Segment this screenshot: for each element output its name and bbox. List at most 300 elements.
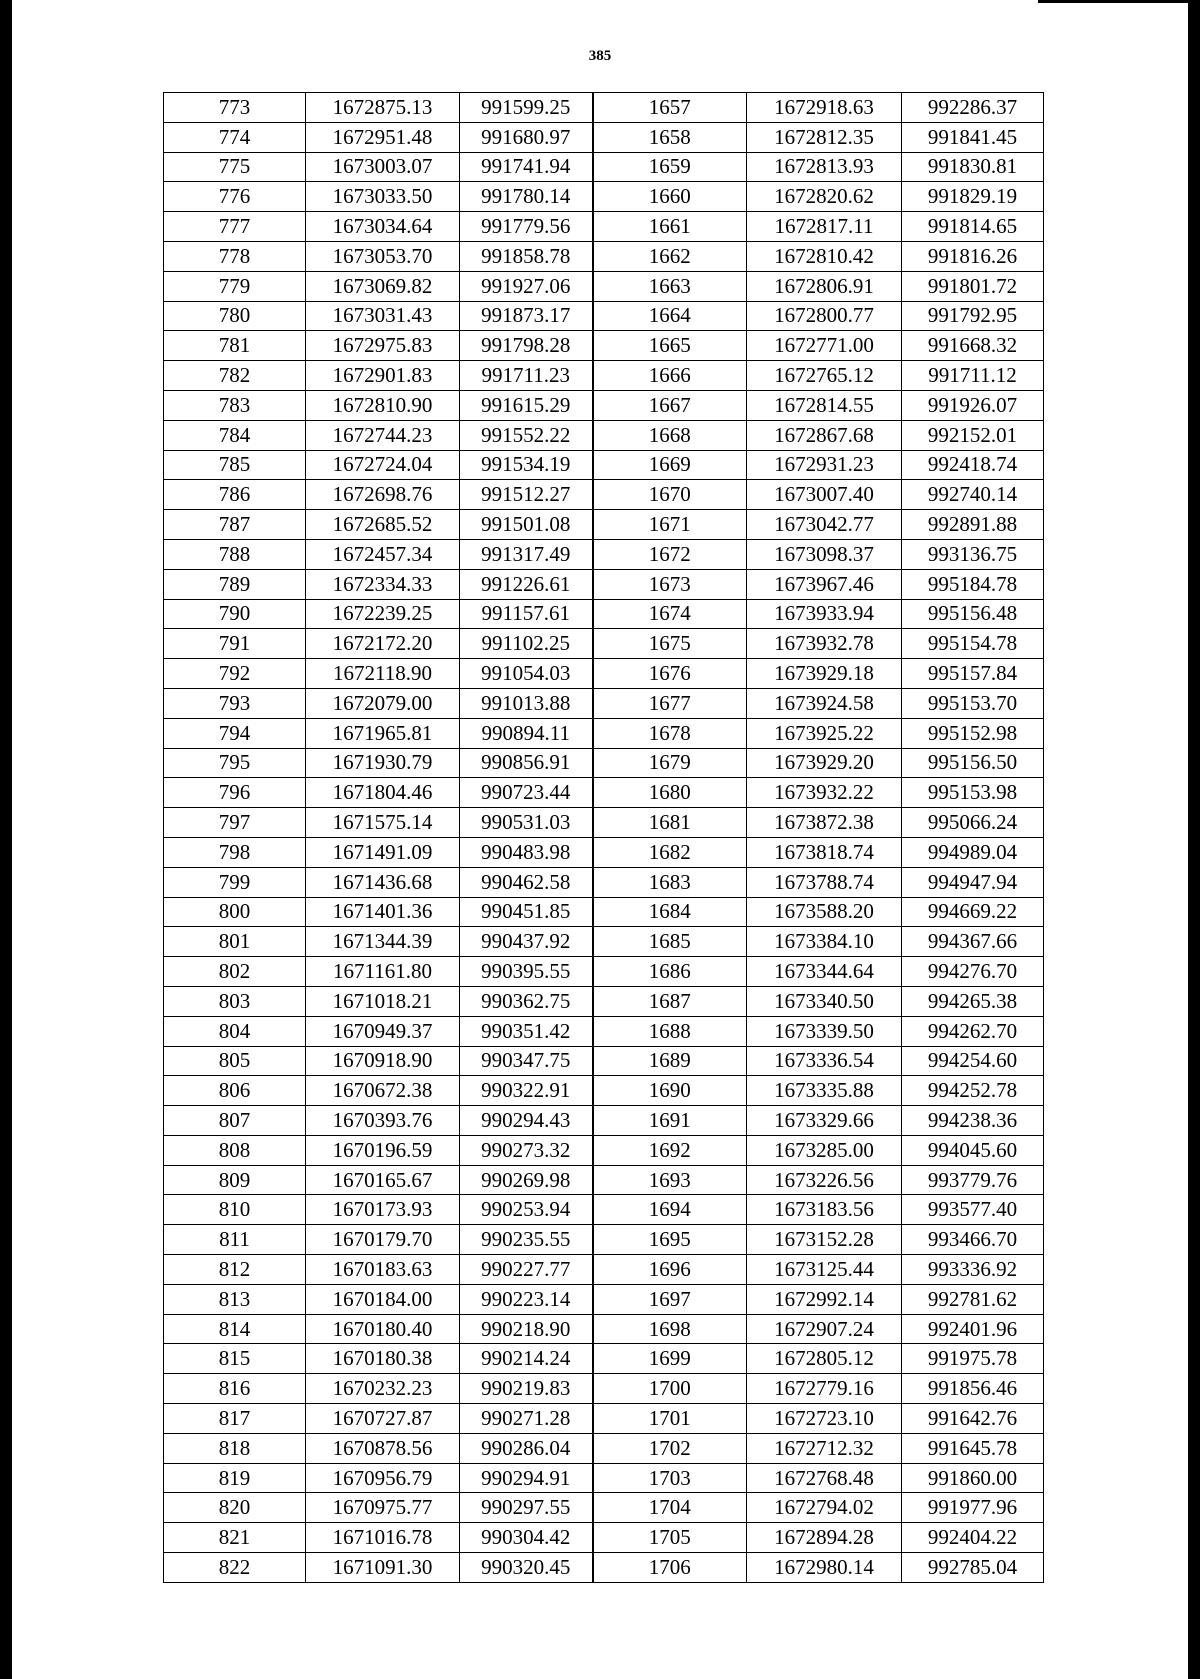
y-coordinate-cell: 991226.61: [460, 569, 593, 599]
point-id-cell: 1701: [593, 1404, 747, 1434]
point-id-cell: 816: [164, 1374, 306, 1404]
point-id-cell: 779: [164, 271, 306, 301]
table-row: [164, 927, 1044, 957]
point-id-cell: 783: [164, 390, 306, 420]
y-coordinate-cell: 991975.78: [902, 1344, 1044, 1374]
x-coordinate-cell: 1672724.04: [306, 450, 460, 480]
y-coordinate-cell: 990273.32: [460, 1135, 593, 1165]
y-coordinate-cell: 990214.24: [460, 1344, 593, 1374]
y-coordinate-cell: 990294.43: [460, 1106, 593, 1136]
y-coordinate-cell: 991317.49: [460, 539, 593, 569]
point-id-cell: 797: [164, 808, 306, 838]
x-coordinate-cell: 1671804.46: [306, 778, 460, 808]
y-coordinate-cell: 991102.25: [460, 629, 593, 659]
x-coordinate-cell: 1672951.48: [306, 122, 460, 152]
x-coordinate-cell: 1673335.88: [747, 1076, 902, 1106]
x-coordinate-cell: 1671965.81: [306, 718, 460, 748]
point-id-cell: 807: [164, 1106, 306, 1136]
x-coordinate-cell: 1672901.83: [306, 361, 460, 391]
y-coordinate-cell: 991615.29: [460, 390, 593, 420]
x-coordinate-cell: 1671575.14: [306, 808, 460, 838]
y-coordinate-cell: 992152.01: [902, 420, 1044, 450]
y-coordinate-cell: 991830.81: [902, 152, 1044, 182]
y-coordinate-cell: 994265.38: [902, 986, 1044, 1016]
point-id-cell: 1678: [593, 718, 747, 748]
table-row: [164, 450, 1044, 480]
point-id-cell: 1661: [593, 212, 747, 242]
y-coordinate-cell: 994254.60: [902, 1046, 1044, 1076]
x-coordinate-cell: 1672794.02: [747, 1493, 902, 1523]
point-id-cell: 1698: [593, 1314, 747, 1344]
x-coordinate-cell: 1672768.48: [747, 1463, 902, 1493]
table-row: [164, 182, 1044, 212]
x-coordinate-cell: 1670232.23: [306, 1374, 460, 1404]
x-coordinate-cell: 1673042.77: [747, 510, 902, 540]
x-coordinate-cell: 1671436.68: [306, 867, 460, 897]
x-coordinate-cell: 1672918.63: [747, 93, 902, 123]
y-coordinate-cell: 990856.91: [460, 748, 593, 778]
x-coordinate-cell: 1673053.70: [306, 241, 460, 271]
point-id-cell: 774: [164, 122, 306, 152]
point-id-cell: 1692: [593, 1135, 747, 1165]
table-row: [164, 1255, 1044, 1285]
x-coordinate-cell: 1673034.64: [306, 212, 460, 242]
y-coordinate-cell: 992785.04: [902, 1553, 1044, 1583]
point-id-cell: 801: [164, 927, 306, 957]
point-id-cell: 1703: [593, 1463, 747, 1493]
y-coordinate-cell: 990227.77: [460, 1255, 593, 1285]
point-id-cell: 1663: [593, 271, 747, 301]
x-coordinate-cell: 1671091.30: [306, 1553, 460, 1583]
table-row: [164, 510, 1044, 540]
table-row: [164, 480, 1044, 510]
x-coordinate-cell: 1672810.90: [306, 390, 460, 420]
table-row: [164, 897, 1044, 927]
y-coordinate-cell: 992286.37: [902, 93, 1044, 123]
x-coordinate-cell: 1670183.63: [306, 1255, 460, 1285]
table-row: [164, 1493, 1044, 1523]
y-coordinate-cell: 991798.28: [460, 331, 593, 361]
point-id-cell: 792: [164, 659, 306, 689]
point-id-cell: 817: [164, 1404, 306, 1434]
y-coordinate-cell: 991829.19: [902, 182, 1044, 212]
x-coordinate-cell: 1673929.20: [747, 748, 902, 778]
x-coordinate-cell: 1672079.00: [306, 688, 460, 718]
y-coordinate-cell: 990269.98: [460, 1165, 593, 1195]
point-id-cell: 1704: [593, 1493, 747, 1523]
point-id-cell: 1706: [593, 1553, 747, 1583]
y-coordinate-cell: 993779.76: [902, 1165, 1044, 1195]
y-coordinate-cell: 991054.03: [460, 659, 593, 689]
y-coordinate-cell: 994367.66: [902, 927, 1044, 957]
y-coordinate-cell: 990322.91: [460, 1076, 593, 1106]
x-coordinate-cell: 1672698.76: [306, 480, 460, 510]
point-id-cell: 782: [164, 361, 306, 391]
x-coordinate-cell: 1673929.18: [747, 659, 902, 689]
point-id-cell: 819: [164, 1463, 306, 1493]
x-coordinate-cell: 1672172.20: [306, 629, 460, 659]
x-coordinate-cell: 1673588.20: [747, 897, 902, 927]
x-coordinate-cell: 1670165.67: [306, 1165, 460, 1195]
point-id-cell: 1695: [593, 1225, 747, 1255]
point-id-cell: 1675: [593, 629, 747, 659]
point-id-cell: 1670: [593, 480, 747, 510]
x-coordinate-cell: 1672810.42: [747, 241, 902, 271]
y-coordinate-cell: 990437.92: [460, 927, 593, 957]
table-row: [164, 539, 1044, 569]
point-id-cell: 1688: [593, 1016, 747, 1046]
point-id-cell: 1668: [593, 420, 747, 450]
point-id-cell: 803: [164, 986, 306, 1016]
y-coordinate-cell: 991841.45: [902, 122, 1044, 152]
scan-border-right: [1188, 0, 1200, 1679]
y-coordinate-cell: 991501.08: [460, 510, 593, 540]
x-coordinate-cell: 1672820.62: [747, 182, 902, 212]
y-coordinate-cell: 995152.98: [902, 718, 1044, 748]
point-id-cell: 1684: [593, 897, 747, 927]
point-id-cell: 809: [164, 1165, 306, 1195]
table-row: [164, 420, 1044, 450]
x-coordinate-cell: 1673183.56: [747, 1195, 902, 1225]
point-id-cell: 810: [164, 1195, 306, 1225]
point-id-cell: 784: [164, 420, 306, 450]
point-id-cell: 1694: [593, 1195, 747, 1225]
table-row: [164, 1076, 1044, 1106]
y-coordinate-cell: 991858.78: [460, 241, 593, 271]
y-coordinate-cell: 990483.98: [460, 837, 593, 867]
x-coordinate-cell: 1672975.83: [306, 331, 460, 361]
point-id-cell: 786: [164, 480, 306, 510]
x-coordinate-cell: 1673925.22: [747, 718, 902, 748]
y-coordinate-cell: 991816.26: [902, 241, 1044, 271]
point-id-cell: 1686: [593, 957, 747, 987]
x-coordinate-cell: 1673384.10: [747, 927, 902, 957]
y-coordinate-cell: 991013.88: [460, 688, 593, 718]
x-coordinate-cell: 1673872.38: [747, 808, 902, 838]
x-coordinate-cell: 1671161.80: [306, 957, 460, 987]
x-coordinate-cell: 1673340.50: [747, 986, 902, 1016]
y-coordinate-cell: 990219.83: [460, 1374, 593, 1404]
y-coordinate-cell: 990894.11: [460, 718, 593, 748]
x-coordinate-cell: 1673967.46: [747, 569, 902, 599]
x-coordinate-cell: 1672744.23: [306, 420, 460, 450]
point-id-cell: 1687: [593, 986, 747, 1016]
point-id-cell: 1681: [593, 808, 747, 838]
point-id-cell: 1669: [593, 450, 747, 480]
x-coordinate-cell: 1670196.59: [306, 1135, 460, 1165]
point-id-cell: 773: [164, 93, 306, 123]
table-row: [164, 569, 1044, 599]
x-coordinate-cell: 1672894.28: [747, 1523, 902, 1553]
table-row: [164, 212, 1044, 242]
point-id-cell: 804: [164, 1016, 306, 1046]
point-id-cell: 1699: [593, 1344, 747, 1374]
point-id-cell: 1673: [593, 569, 747, 599]
y-coordinate-cell: 995153.98: [902, 778, 1044, 808]
y-coordinate-cell: 991599.25: [460, 93, 593, 123]
point-id-cell: 1702: [593, 1433, 747, 1463]
point-id-cell: 798: [164, 837, 306, 867]
point-id-cell: 821: [164, 1523, 306, 1553]
table-row: [164, 748, 1044, 778]
table-row: [164, 1225, 1044, 1255]
table-row: [164, 986, 1044, 1016]
x-coordinate-cell: 1672712.32: [747, 1433, 902, 1463]
y-coordinate-cell: 990253.94: [460, 1195, 593, 1225]
y-coordinate-cell: 994947.94: [902, 867, 1044, 897]
table-row: [164, 629, 1044, 659]
table-row: [164, 688, 1044, 718]
table-row: [164, 1046, 1044, 1076]
x-coordinate-cell: 1670180.40: [306, 1314, 460, 1344]
point-id-cell: 1664: [593, 301, 747, 331]
point-id-cell: 1693: [593, 1165, 747, 1195]
y-coordinate-cell: 991814.65: [902, 212, 1044, 242]
y-coordinate-cell: 990235.55: [460, 1225, 593, 1255]
point-id-cell: 794: [164, 718, 306, 748]
table-row: [164, 1284, 1044, 1314]
x-coordinate-cell: 1673125.44: [747, 1255, 902, 1285]
x-coordinate-cell: 1672765.12: [747, 361, 902, 391]
point-id-cell: 1672: [593, 539, 747, 569]
table-row: [164, 1135, 1044, 1165]
x-coordinate-cell: 1673344.64: [747, 957, 902, 987]
x-coordinate-cell: 1672685.52: [306, 510, 460, 540]
point-id-cell: 813: [164, 1284, 306, 1314]
x-coordinate-cell: 1672907.24: [747, 1314, 902, 1344]
x-coordinate-cell: 1672771.00: [747, 331, 902, 361]
x-coordinate-cell: 1671344.39: [306, 927, 460, 957]
y-coordinate-cell: 990320.45: [460, 1553, 593, 1583]
table-row: [164, 241, 1044, 271]
y-coordinate-cell: 990223.14: [460, 1284, 593, 1314]
x-coordinate-cell: 1673818.74: [747, 837, 902, 867]
x-coordinate-cell: 1673336.54: [747, 1046, 902, 1076]
y-coordinate-cell: 994669.22: [902, 897, 1044, 927]
point-id-cell: 1691: [593, 1106, 747, 1136]
point-id-cell: 1662: [593, 241, 747, 271]
point-id-cell: 1666: [593, 361, 747, 391]
y-coordinate-cell: 992401.96: [902, 1314, 1044, 1344]
y-coordinate-cell: 990351.42: [460, 1016, 593, 1046]
table-row: [164, 1404, 1044, 1434]
y-coordinate-cell: 995184.78: [902, 569, 1044, 599]
point-id-cell: 1689: [593, 1046, 747, 1076]
table-row: [164, 152, 1044, 182]
y-coordinate-cell: 991642.76: [902, 1404, 1044, 1434]
y-coordinate-cell: 991977.96: [902, 1493, 1044, 1523]
y-coordinate-cell: 991780.14: [460, 182, 593, 212]
point-id-cell: 796: [164, 778, 306, 808]
y-coordinate-cell: 991668.32: [902, 331, 1044, 361]
x-coordinate-cell: 1670956.79: [306, 1463, 460, 1493]
y-coordinate-cell: 990218.90: [460, 1314, 593, 1344]
y-coordinate-cell: 990531.03: [460, 808, 593, 838]
point-id-cell: 1700: [593, 1374, 747, 1404]
x-coordinate-cell: 1673031.43: [306, 301, 460, 331]
y-coordinate-cell: 994238.36: [902, 1106, 1044, 1136]
page-number: 385: [588, 48, 612, 64]
y-coordinate-cell: 990395.55: [460, 957, 593, 987]
x-coordinate-cell: 1672812.35: [747, 122, 902, 152]
y-coordinate-cell: 991860.00: [902, 1463, 1044, 1493]
point-id-cell: 1705: [593, 1523, 747, 1553]
x-coordinate-cell: 1672118.90: [306, 659, 460, 689]
x-coordinate-cell: 1672867.68: [747, 420, 902, 450]
x-coordinate-cell: 1673329.66: [747, 1106, 902, 1136]
y-coordinate-cell: 990723.44: [460, 778, 593, 808]
y-coordinate-cell: 994276.70: [902, 957, 1044, 987]
y-coordinate-cell: 995157.84: [902, 659, 1044, 689]
x-coordinate-cell: 1672817.11: [747, 212, 902, 242]
point-id-cell: 790: [164, 599, 306, 629]
x-coordinate-cell: 1673033.50: [306, 182, 460, 212]
point-id-cell: 811: [164, 1225, 306, 1255]
table-row: [164, 1195, 1044, 1225]
x-coordinate-cell: 1672457.34: [306, 539, 460, 569]
y-coordinate-cell: 991512.27: [460, 480, 593, 510]
y-coordinate-cell: 994252.78: [902, 1076, 1044, 1106]
table-row: [164, 93, 1044, 123]
point-id-cell: 1657: [593, 93, 747, 123]
y-coordinate-cell: 994262.70: [902, 1016, 1044, 1046]
x-coordinate-cell: 1671930.79: [306, 748, 460, 778]
point-id-cell: 805: [164, 1046, 306, 1076]
point-id-cell: 1677: [593, 688, 747, 718]
point-id-cell: 776: [164, 182, 306, 212]
x-coordinate-cell: 1673285.00: [747, 1135, 902, 1165]
y-coordinate-cell: 992418.74: [902, 450, 1044, 480]
table-row: [164, 867, 1044, 897]
x-coordinate-cell: 1672875.13: [306, 93, 460, 123]
scan-border-top: [1038, 0, 1188, 3]
y-coordinate-cell: 991779.56: [460, 212, 593, 242]
table-row: [164, 361, 1044, 391]
x-coordinate-cell: 1671018.21: [306, 986, 460, 1016]
scan-border-left: [0, 0, 12, 1679]
point-id-cell: 780: [164, 301, 306, 331]
y-coordinate-cell: 992404.22: [902, 1523, 1044, 1553]
point-id-cell: 1665: [593, 331, 747, 361]
table-row: [164, 1165, 1044, 1195]
point-id-cell: 1658: [593, 122, 747, 152]
y-coordinate-cell: 991552.22: [460, 420, 593, 450]
y-coordinate-cell: 992740.14: [902, 480, 1044, 510]
table-row: [164, 837, 1044, 867]
x-coordinate-cell: 1672931.23: [747, 450, 902, 480]
table-row: [164, 718, 1044, 748]
x-coordinate-cell: 1672806.91: [747, 271, 902, 301]
y-coordinate-cell: 995156.50: [902, 748, 1044, 778]
point-id-cell: 795: [164, 748, 306, 778]
y-coordinate-cell: 994045.60: [902, 1135, 1044, 1165]
table-row: [164, 331, 1044, 361]
x-coordinate-cell: 1670975.77: [306, 1493, 460, 1523]
y-coordinate-cell: 991927.06: [460, 271, 593, 301]
y-coordinate-cell: 991792.95: [902, 301, 1044, 331]
y-coordinate-cell: 991645.78: [902, 1433, 1044, 1463]
x-coordinate-cell: 1673098.37: [747, 539, 902, 569]
point-id-cell: 1682: [593, 837, 747, 867]
x-coordinate-cell: 1670949.37: [306, 1016, 460, 1046]
table-row: [164, 1314, 1044, 1344]
x-coordinate-cell: 1673007.40: [747, 480, 902, 510]
table-row: [164, 1523, 1044, 1553]
x-coordinate-cell: 1673069.82: [306, 271, 460, 301]
x-coordinate-cell: 1672239.25: [306, 599, 460, 629]
x-coordinate-cell: 1672813.93: [747, 152, 902, 182]
table-row: [164, 1344, 1044, 1374]
y-coordinate-cell: 991801.72: [902, 271, 1044, 301]
x-coordinate-cell: 1673339.50: [747, 1016, 902, 1046]
x-coordinate-cell: 1671491.09: [306, 837, 460, 867]
x-coordinate-cell: 1670173.93: [306, 1195, 460, 1225]
x-coordinate-cell: 1670672.38: [306, 1076, 460, 1106]
y-coordinate-cell: 995154.78: [902, 629, 1044, 659]
y-coordinate-cell: 990451.85: [460, 897, 593, 927]
y-coordinate-cell: 991711.12: [902, 361, 1044, 391]
point-id-cell: 818: [164, 1433, 306, 1463]
y-coordinate-cell: 991873.17: [460, 301, 593, 331]
x-coordinate-cell: 1670184.00: [306, 1284, 460, 1314]
table-row: [164, 1016, 1044, 1046]
y-coordinate-cell: 990286.04: [460, 1433, 593, 1463]
table-row: [164, 1374, 1044, 1404]
x-coordinate-cell: 1673003.07: [306, 152, 460, 182]
x-coordinate-cell: 1672992.14: [747, 1284, 902, 1314]
y-coordinate-cell: 993577.40: [902, 1195, 1044, 1225]
table-row: [164, 301, 1044, 331]
y-coordinate-cell: 991856.46: [902, 1374, 1044, 1404]
y-coordinate-cell: 990362.75: [460, 986, 593, 1016]
point-id-cell: 814: [164, 1314, 306, 1344]
point-id-cell: 808: [164, 1135, 306, 1165]
table-row: [164, 957, 1044, 987]
point-id-cell: 822: [164, 1553, 306, 1583]
point-id-cell: 1671: [593, 510, 747, 540]
point-id-cell: 806: [164, 1076, 306, 1106]
table-row: [164, 390, 1044, 420]
y-coordinate-cell: 991680.97: [460, 122, 593, 152]
point-id-cell: 799: [164, 867, 306, 897]
point-id-cell: 781: [164, 331, 306, 361]
point-id-cell: 1679: [593, 748, 747, 778]
y-coordinate-cell: 994989.04: [902, 837, 1044, 867]
point-id-cell: 793: [164, 688, 306, 718]
y-coordinate-cell: 991926.07: [902, 390, 1044, 420]
point-id-cell: 778: [164, 241, 306, 271]
table-row: [164, 778, 1044, 808]
y-coordinate-cell: 990347.75: [460, 1046, 593, 1076]
table-row: [164, 659, 1044, 689]
point-id-cell: 785: [164, 450, 306, 480]
x-coordinate-cell: 1673226.56: [747, 1165, 902, 1195]
point-id-cell: 1690: [593, 1076, 747, 1106]
point-id-cell: 1674: [593, 599, 747, 629]
y-coordinate-cell: 992781.62: [902, 1284, 1044, 1314]
table-row: [164, 599, 1044, 629]
point-id-cell: 815: [164, 1344, 306, 1374]
x-coordinate-cell: 1670878.56: [306, 1433, 460, 1463]
point-id-cell: 1676: [593, 659, 747, 689]
table-row: [164, 122, 1044, 152]
x-coordinate-cell: 1672723.10: [747, 1404, 902, 1434]
point-id-cell: 791: [164, 629, 306, 659]
point-id-cell: 802: [164, 957, 306, 987]
x-coordinate-cell: 1673924.58: [747, 688, 902, 718]
x-coordinate-cell: 1673788.74: [747, 867, 902, 897]
point-id-cell: 777: [164, 212, 306, 242]
